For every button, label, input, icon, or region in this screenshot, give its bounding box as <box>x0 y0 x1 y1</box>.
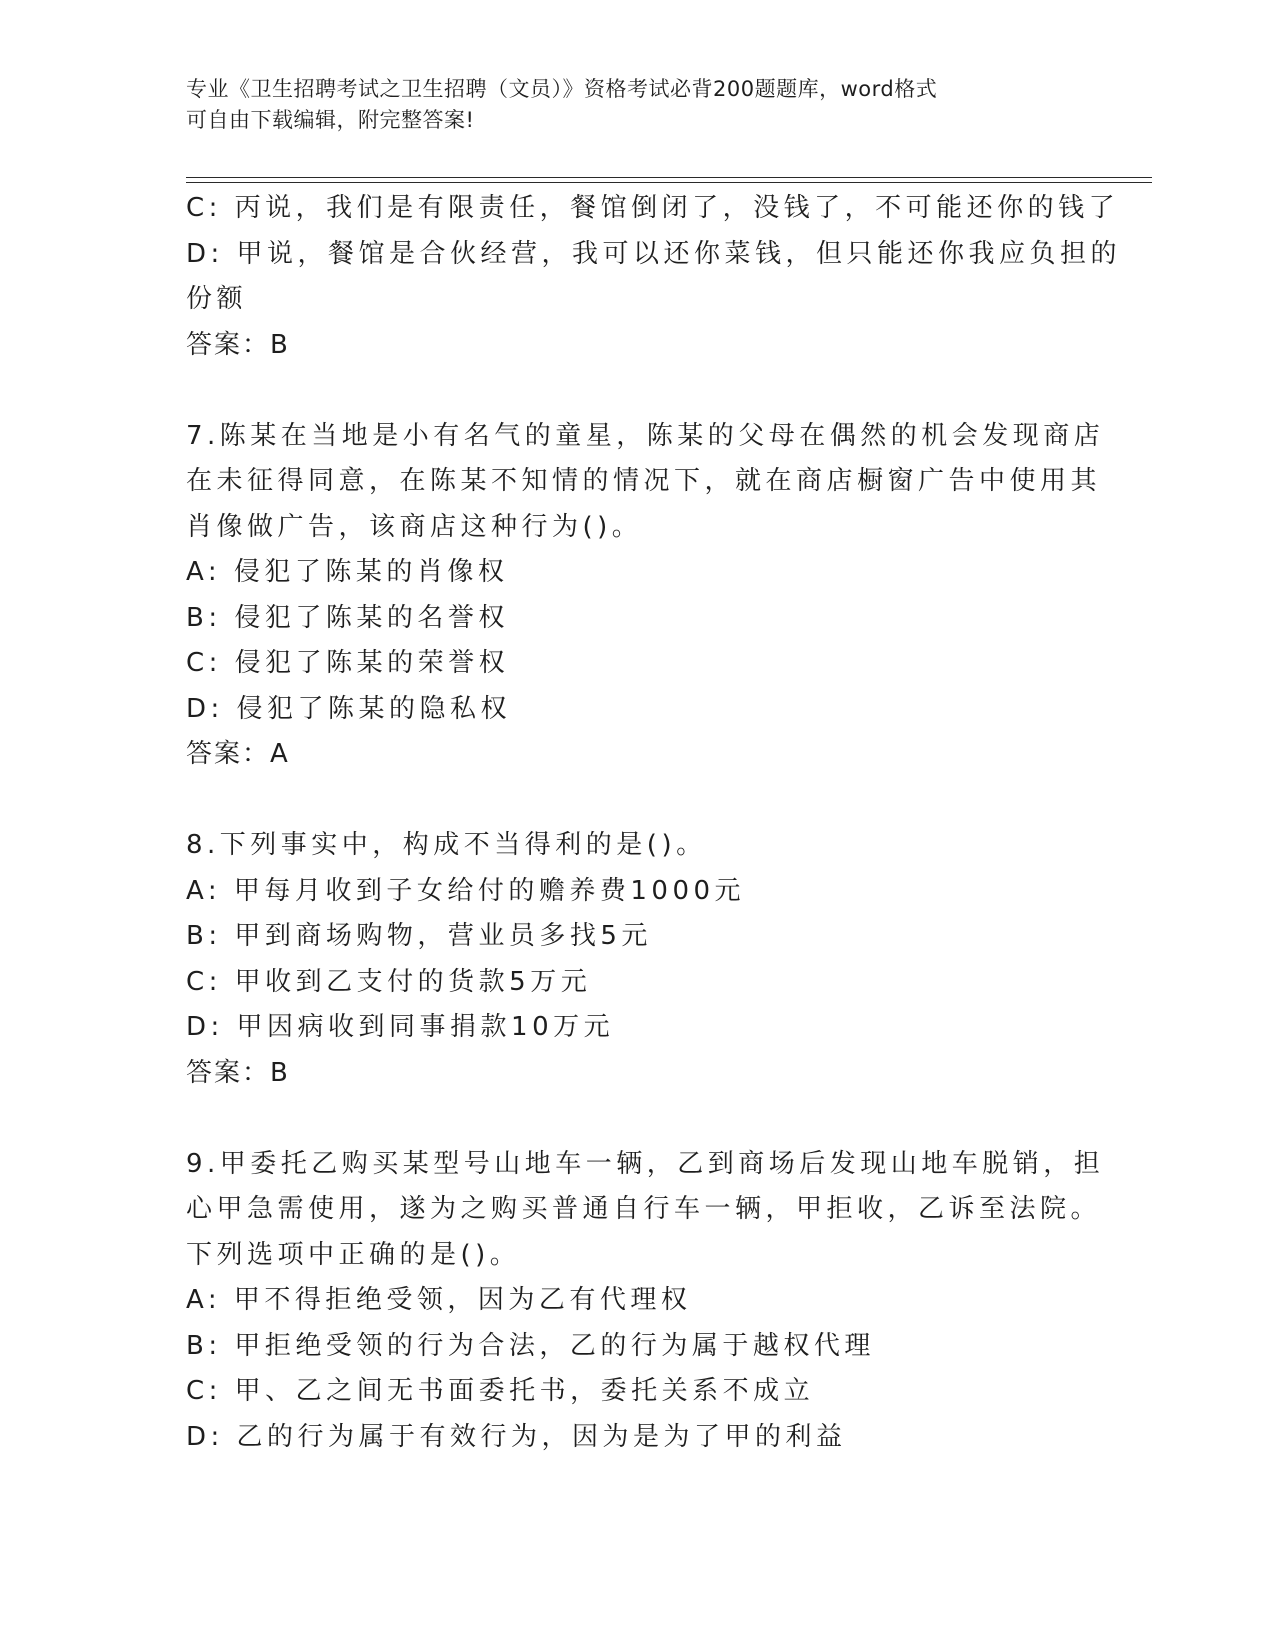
question-stem: 7.陈某在当地是小有名气的童星，陈某的父母在偶然的机会发现商店 <box>186 420 1105 451</box>
header-title-line-1: 专业《卫生招聘考试之卫生招聘（文员）》资格考试必背200题题库，word格式 <box>186 77 938 101</box>
question-7 <box>186 414 1105 778</box>
header-rule-bottom <box>186 182 1152 183</box>
option-b: B: 侵犯了陈某的名誉权 <box>186 602 509 633</box>
question-stem: 肖像做广告，该商店这种行为()。 <box>186 511 643 542</box>
option-d: D: 甲说，餐馆是合伙经营，我可以还你菜钱，但只能还你我应负担的 <box>186 238 1122 269</box>
spacer <box>186 1096 1086 1142</box>
option-b: B: 甲拒绝受领的行为合法，乙的行为属于越权代理 <box>186 1330 875 1361</box>
question-stem: 下列选项中正确的是()。 <box>186 1239 521 1270</box>
header-rule-top <box>186 177 1152 178</box>
question-stem: 心甲急需使用，遂为之购买普通自行车一辆，甲拒收，乙诉至法院。 <box>186 1194 1102 1224</box>
option-a: A: 甲不得拒绝受领，因为乙有代理权 <box>186 1285 692 1315</box>
option-d: D: 甲因病收到同事捐款10万元 <box>186 1012 615 1042</box>
question-9 <box>186 1142 1105 1461</box>
option-d: D: 侵犯了陈某的隐私权 <box>186 693 512 724</box>
question-content <box>186 186 1122 1460</box>
header-title-line-2: 可自由下载编辑，附完整答案! <box>186 108 475 132</box>
option-d-continued: 份额 <box>186 284 248 314</box>
answer-label: 答案：B <box>186 1057 290 1088</box>
option-d: D: 乙的行为属于有效行为，因为是为了甲的利益 <box>186 1421 847 1452</box>
option-c: C: 丙说，我们是有限责任，餐馆倒闭了，没钱了，不可能还你的钱了 <box>186 193 1120 223</box>
answer-label: 答案：B <box>186 329 290 360</box>
option-a: A: 侵犯了陈某的肖像权 <box>186 557 509 587</box>
option-a: A: 甲每月收到子女给付的赡养费1000元 <box>186 875 746 906</box>
question-8 <box>186 823 1086 1096</box>
answer-label: 答案：A <box>186 739 290 769</box>
spacer <box>186 368 1086 414</box>
option-c: C: 甲、乙之间无书面委托书，委托关系不成立 <box>186 1376 815 1406</box>
option-c: C: 侵犯了陈某的荣誉权 <box>186 648 510 678</box>
option-c: C: 甲收到乙支付的货款5万元 <box>186 966 592 997</box>
page-header <box>186 74 1086 136</box>
question-stem: 8.下列事实中，构成不当得利的是()。 <box>186 830 707 860</box>
question-stem: 在未征得同意，在陈某不知情的情况下，就在商店橱窗广告中使用其 <box>186 466 1102 496</box>
question-6-continuation <box>186 186 1122 368</box>
spacer <box>186 778 1086 824</box>
question-stem: 9.甲委托乙购买某型号山地车一辆，乙到商场后发现山地车脱销，担 <box>186 1148 1105 1179</box>
option-b: B: 甲到商场购物，营业员多找5元 <box>186 921 652 951</box>
